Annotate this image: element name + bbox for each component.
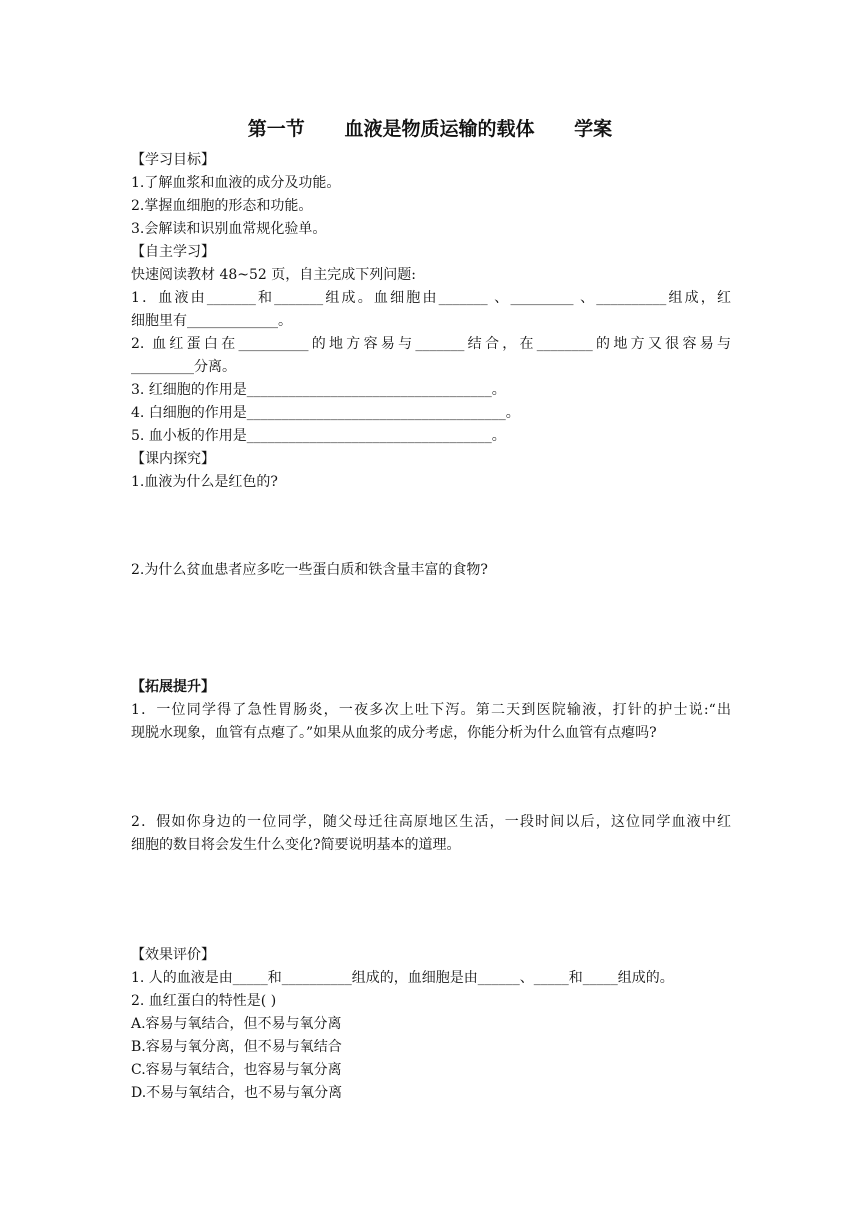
inquiry-question: 1.血液为什么是红色的?: [131, 474, 278, 490]
extension-question: 现脱水现象，血管有点瘪了。”如果从血浆的成分考虑，你能分析为什么血管有点瘪吗?: [131, 725, 657, 741]
objective-item: 2.掌握血细胞的形态和功能。: [131, 198, 313, 214]
extension-question: 2．假如你身边的一位同学，随父母迁往高原地区生活，一段时间以后，这位同学血液中红: [131, 814, 731, 830]
self-study-question: 细胞里有_____________。: [131, 313, 292, 329]
evaluation-heading: 【效果评价】: [131, 947, 215, 963]
inquiry-heading: 【课内探究】: [131, 451, 215, 467]
extension-heading: 【拓展提升】: [131, 679, 215, 695]
answer-option: B.容易与氧分离，但不易与氧结合: [131, 1039, 342, 1055]
self-study-heading: 【自主学习】: [131, 244, 215, 260]
self-study-question: 5. 血小板的作用是___________________________________。: [131, 428, 506, 444]
objectives-heading: 【学习目标】: [131, 152, 215, 168]
self-study-question: 3. 红细胞的作用是___________________________________。: [131, 382, 506, 398]
self-study-intro: 快速阅读教材 48~52 页，自主完成下列问题:: [131, 267, 416, 283]
objective-item: 3.会解读和识别血常规化验单。: [131, 221, 327, 237]
answer-option: D.不易与氧结合，也不易与氧分离: [131, 1085, 343, 1101]
self-study-question: 4. 白细胞的作用是_____________________________________。: [131, 405, 520, 421]
inquiry-question: 2.为什么贫血患者应多吃一些蛋白质和铁含量丰富的食物?: [131, 562, 488, 578]
page-title: 第一节 血液是物质运输的载体 学案: [247, 118, 613, 140]
extension-question: 细胞的数目将会发生什么变化?简要说明基本的道理。: [131, 837, 461, 853]
evaluation-question: 1. 人的血液是由_____和__________组成的，血细胞是由______、_____和_____组成的。: [131, 970, 674, 986]
answer-option: A.容易与氧结合，但不易与氧分离: [131, 1016, 342, 1032]
evaluation-question: 2. 血红蛋白的特性是( ): [131, 993, 277, 1009]
objective-item: 1.了解血浆和血液的成分及功能。: [131, 175, 341, 191]
self-study-question: 2. 血红蛋白在__________的地方容易与_______结合，在________的地方又很容易与: [131, 336, 731, 352]
self-study-question: _________分离。: [131, 359, 236, 375]
answer-option: C.容易与氧结合，也容易与氧分离: [131, 1062, 342, 1078]
self-study-question: 1．血液由_______和_______组成。血细胞由_______ 、_________ 、__________组成，红: [131, 290, 731, 306]
extension-question: 1．一位同学得了急性胃肠炎，一夜多次上吐下泻。第二天到医院输液，打针的护士说:“出: [131, 702, 731, 718]
